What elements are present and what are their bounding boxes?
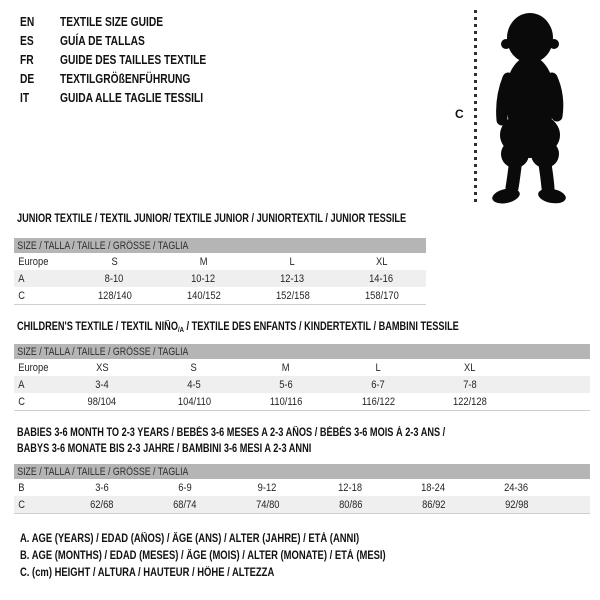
language-code: FR [20,52,34,67]
value-cell: 152/158 [275,289,310,302]
value-cell: 128/140 [97,289,132,302]
row-label-cell: B [18,481,25,494]
row-label-cell: C [18,289,26,302]
language-code: DE [20,71,35,86]
babies-size-table [14,464,590,514]
value-cell: 6-9 [177,481,192,494]
value-cell: M [282,361,290,374]
value-cell: 4-5 [187,378,201,391]
value-cell: 92/98 [504,498,529,511]
table-row [14,270,426,287]
babies-title-line1: BABIES 3-6 MONTH TO 2-3 YEARS / BEBÉS 3-6 MESES A 2-3 AÑOS / BÉBÉS 3-6 MOIS À 2-3 ANS / [17,427,446,439]
value-cell: 3-4 [95,378,109,391]
language-label: GUIDA ALLE TAGLIE TESSILI [60,90,204,105]
babies-title-line2: BABYS 3-6 MONATE BIS 2-3 JAHRE / BAMBINI 3-6 MESI A 2-3 ANNI [17,443,312,455]
value-cell: 68/74 [172,498,197,511]
measure-label-c: C [455,107,464,121]
size-header-bar [14,464,590,479]
value-cell: 3-6 [94,481,109,494]
value-cell: S [111,255,118,268]
value-cell: 7-8 [463,378,477,391]
value-cell: 140/152 [186,289,221,302]
table-row [14,359,590,376]
value-cell: 62/68 [89,498,114,511]
children-table-title: CHILDREN'S TEXTILE / TEXTIL $NIÑO_{/A}$ / TEXTILE DES ENFANTS / KINDERTEXTIL / BAMBINI TESSILE [17,321,459,334]
value-cell: 86/92 [421,498,446,511]
language-code: ES [20,33,34,48]
size-header-label: SIZE / TALLA / TAILLE / GRÖSSE / TAGLIA [17,465,189,478]
table-row [14,496,590,513]
value-cell: 122/128 [453,395,487,408]
value-cell: 104/110 [177,395,211,408]
value-cell: 8-10 [105,272,124,285]
row-label-cell: A [18,378,25,391]
value-cell: L [375,361,381,374]
value-cell: XS [95,361,109,374]
size-header-label: SIZE / TALLA / TAILLE / GRÖSSE / TAGLIA [17,239,189,252]
value-cell: 10-12 [191,272,216,285]
value-cell: XL [375,255,388,268]
value-cell: 80/86 [338,498,363,511]
value-cell: L [289,255,296,268]
value-cell: 74/80 [255,498,280,511]
value-cell: 6-7 [371,378,385,391]
language-code: IT [20,90,30,105]
language-label: TEXTILGRÖßENFÜHRUNG [60,71,191,86]
footnotes [20,533,466,584]
value-cell: 14-16 [369,272,394,285]
value-cell: 12-18 [338,481,363,494]
table-row [14,287,426,304]
row-label-cell: Europe [18,255,49,268]
language-label: TEXTILE SIZE GUIDE [60,14,164,29]
row-label-cell: C [18,498,26,511]
height-measure-line [474,10,477,206]
value-cell: 158/170 [364,289,399,302]
footnote-line: A. AGE (YEARS) / EDAD (AÑOS) / ÂGE (ANS) / ALTER (JAHRE) / ETÀ (ANNI) [20,533,360,545]
value-cell: 12-13 [280,272,305,285]
row-label-cell: C [18,395,26,408]
height-figure [0,0,600,220]
value-cell: 98/104 [87,395,117,408]
value-cell: 24-36 [504,481,529,494]
size-header-label: SIZE / TALLA / TAILLE / GRÖSSE / TAGLIA [17,345,189,358]
value-cell: 18-24 [421,481,446,494]
footnote-line: B. AGE (MONTHS) / EDAD (MESES) / ÂGE (MOIS) / ALTER (MONATE) / ETÀ (MESI) [20,550,386,562]
language-label: GUIDE DES TAILLES TEXTILE [60,52,207,67]
row-label-cell: Europe [18,361,49,374]
value-cell: S [190,361,198,374]
size-header-bar [14,344,590,359]
size-header-bar [14,238,426,253]
row-label-cell: A [18,272,25,285]
language-label: GUÍA DE TALLAS [60,33,145,48]
value-cell: 9-12 [258,481,277,494]
junior-table-title: JUNIOR TEXTILE / TEXTIL JUNIOR/ TEXTILE JUNIOR / JUNIORTEXTIL / JUNIOR TESSILE [17,213,407,225]
junior-size-table [14,238,426,305]
value-cell: M [199,255,208,268]
value-cell: XL [464,361,476,374]
language-code: EN [20,14,35,29]
value-cell: 5-6 [279,378,293,391]
baby-silhouette-icon [482,8,574,208]
table-row [14,393,590,410]
footnote-line: C. (cm) HEIGHT / ALTURA / HAUTEUR / HÖHE / ALTEZZA [20,567,275,579]
subscript: /A [177,325,184,334]
table-row [14,479,590,496]
table-row [14,253,426,270]
value-cell: 116/122 [361,395,395,408]
table-row [14,376,590,393]
children-size-table [14,344,590,411]
value-cell: 110/116 [269,395,303,408]
babies-table-title [17,425,445,457]
